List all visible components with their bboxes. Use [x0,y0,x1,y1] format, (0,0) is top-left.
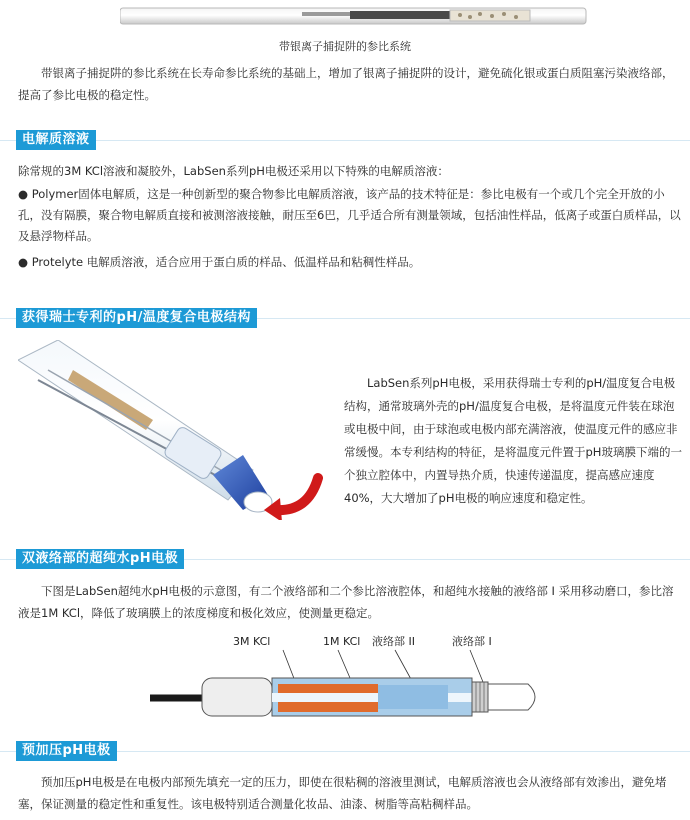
intro-paragraph: 带银离子捕捉阱的参比系统在长寿命参比系统的基础上，增加了银离子捕捉阱的设计，避免硫化银或蛋白质阻塞污染液络部，提高了参比电极的稳定性。 [18,66,674,102]
section-divider [0,140,690,141]
label-junction-1: 液络部 I [452,635,492,648]
section-heading-patent: 获得瑞士专利的pH/温度复合电极结构 [16,308,257,328]
section-heading-electrolyte: 电解质溶液 [16,130,96,150]
ultrapure-water-electrode-diagram [150,630,560,730]
list-item-text: Protelyte 电解质溶液，适合应用于蛋白质的样品、低温样品和粘稠性样品。 [31,255,421,269]
ph-temperature-electrode-image [18,340,338,520]
bullet-marker: ● [18,187,29,201]
label-1m-kcl: 1M KCl [323,635,361,648]
bullet-marker: ● [18,255,29,269]
electrolyte-lead: 除常规的3M KCl溶液和凝胶外，LabSen系列pH电极还采用以下特殊的电解质溶液： [18,164,449,178]
list-item [18,252,683,273]
list-item-text: Polymer固体电解质，这是一种创新型的聚合物参比电解质溶液，该产品的技术特征是：参比电极有一个或几个完全开放的小孔，没有隔膜，聚合物电解质直接和被测溶液接触，耐压至6巴，几乎适合所有测量领域，包括油性样品，低离子或蛋白质样品，以及悬浮物样品。 [18,187,681,243]
patent-paragraph: LabSen系列pH电极，采用获得瑞士专利的pH/温度复合电极结构，通常玻璃外壳的pH/温度复合电极，是将温度元件装在球泡或电极中间，由于球泡或电极内部充满溶液，使温度元件的感应非常缓慢。本专利结构的特征，是将温度元件置于pH玻璃膜下端的一个独立腔体中，内置导热介质，快速传递温度，提高感应速度40%，大大增加了pH电极的响应速度和稳定性。 [344,376,682,505]
reference-system-image [120,4,590,28]
double-junction-paragraph: 下图是LabSen超纯水pH电极的示意图，有二个液络部和二个参比溶液腔体，和超纯水接触的液络部 I 采用移动磨口，参比溶液是1M KCl，降低了玻璃膜上的浓度梯度和极化效应，使测量更稳定。 [18,584,674,620]
section-heading-double-junction: 双液络部的超纯水pH电极 [16,549,184,569]
pressurized-paragraph: 预加压pH电极是在电极内部预先填充一定的压力，即使在很粘稠的溶液里测试，电解质溶液也会从液络部有效渗出，避免堵塞，保证测量的稳定性和重复性。该电极特别适合测量化妆品、油漆、树脂等高粘稠样品。 [18,775,667,811]
image-caption: 带银离子捕捉阱的参比系统 [279,40,411,53]
label-junction-2: 液络部 II [372,635,415,648]
section-heading-pressurized: 预加压pH电极 [16,741,117,761]
label-3m-kcl: 3M KCl [233,635,271,648]
list-item [18,184,683,247]
